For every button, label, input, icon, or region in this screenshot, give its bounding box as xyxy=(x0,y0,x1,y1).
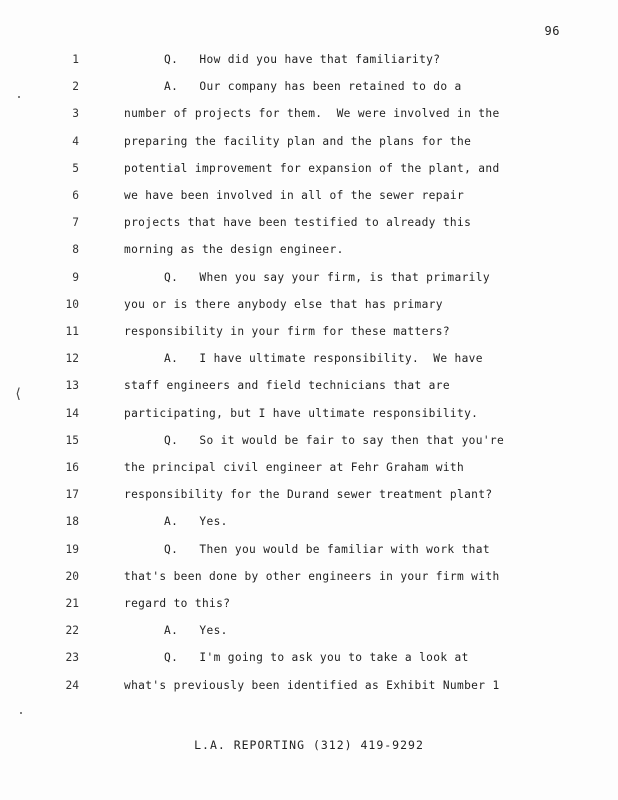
line-number: 15 xyxy=(65,433,79,447)
line-number: 22 xyxy=(65,624,79,638)
line-text: participating, but I have ultimate responsibility. xyxy=(124,406,479,420)
line-text: regard to this? xyxy=(124,597,231,610)
line-number: 13 xyxy=(65,379,79,393)
line-number: 10 xyxy=(65,297,79,311)
line-text: Q. Then you would be familiar with work that xyxy=(164,542,490,556)
fax-speck xyxy=(18,96,20,98)
line-text: A. I have ultimate responsibility. We have xyxy=(164,352,483,366)
line-number: 18 xyxy=(65,515,79,529)
line-number: 9 xyxy=(72,270,79,284)
line-number: 2 xyxy=(72,80,79,94)
page-number: 96 xyxy=(544,24,560,38)
fax-speck xyxy=(20,712,22,714)
transcript-line xyxy=(0,132,618,152)
transcript-line xyxy=(0,50,618,70)
line-text: staff engineers and field technicians that are xyxy=(124,379,450,393)
line-text: what's previously been identified as Exhibit Number 1 xyxy=(124,678,500,692)
line-text: potential improvement for expansion of the plant, and xyxy=(124,161,500,175)
line-text: preparing the facility plan and the plans for the xyxy=(124,134,472,148)
line-number: 6 xyxy=(72,189,79,202)
line-text: Q. How did you have that familiarity? xyxy=(164,53,441,66)
line-number: 12 xyxy=(65,352,79,366)
line-number: 8 xyxy=(72,243,79,257)
line-number: 20 xyxy=(65,569,79,583)
line-number: 24 xyxy=(65,678,79,692)
line-number: 14 xyxy=(65,406,79,420)
line-text: responsibility in your firm for these matters? xyxy=(124,325,450,338)
transcript-line xyxy=(0,268,618,288)
line-text: that's been done by other engineers in your firm with xyxy=(124,569,500,583)
transcript-line xyxy=(0,512,618,532)
line-text: you or is there anybody else that has primary xyxy=(124,297,443,311)
transcript-line xyxy=(0,77,618,97)
line-number: 16 xyxy=(65,461,79,474)
line-text: the principal civil engineer at Fehr Graham with xyxy=(124,461,465,474)
transcript-line xyxy=(0,349,618,369)
line-number: 19 xyxy=(65,542,79,556)
line-text: morning as the design engineer. xyxy=(124,243,344,257)
line-text: Q. I'm going to ask you to take a look at xyxy=(164,651,469,665)
transcript-line xyxy=(0,186,618,206)
transcript-line xyxy=(0,621,618,641)
transcript-line xyxy=(0,540,618,560)
line-text: Q. So it would be fair to say then that you're xyxy=(164,433,505,447)
transcript-line xyxy=(0,240,618,260)
line-number: 23 xyxy=(65,651,79,665)
line-number: 17 xyxy=(65,488,79,502)
transcript-line xyxy=(0,159,618,179)
transcript-line xyxy=(0,676,618,696)
line-number: 5 xyxy=(72,161,79,175)
line-text: we have been involved in all of the sewer repair xyxy=(124,189,465,202)
line-number: 11 xyxy=(65,325,79,338)
line-text: A. Yes. xyxy=(164,515,228,529)
line-number: 1 xyxy=(72,53,79,66)
line-text: A. Yes. xyxy=(164,624,228,638)
line-number: 21 xyxy=(65,597,79,610)
transcript-line xyxy=(0,213,618,233)
transcript-line xyxy=(0,567,618,587)
margin-bracket-mark: ⟨ xyxy=(14,386,23,402)
transcript-line xyxy=(0,648,618,668)
line-number: 4 xyxy=(72,134,79,148)
line-text: Q. When you say your firm, is that primarily xyxy=(164,270,490,284)
transcript-line xyxy=(0,376,618,396)
transcript-line xyxy=(0,404,618,424)
line-text: number of projects for them. We were involved in the xyxy=(124,107,500,121)
transcript-line xyxy=(0,431,618,451)
reporter-footer: L.A. REPORTING (312) 419-9292 xyxy=(194,738,424,752)
transcript-line xyxy=(0,322,618,342)
line-text: responsibility for the Durand sewer treatment plant? xyxy=(124,488,493,502)
line-text: projects that have been testified to already this xyxy=(124,216,472,230)
transcript-line xyxy=(0,458,618,478)
transcript-line xyxy=(0,485,618,505)
transcript-line xyxy=(0,295,618,315)
transcript-line xyxy=(0,104,618,124)
line-number: 7 xyxy=(72,216,79,230)
line-number: 3 xyxy=(72,107,79,121)
transcript-line xyxy=(0,594,618,614)
line-text: A. Our company has been retained to do a xyxy=(164,80,462,94)
